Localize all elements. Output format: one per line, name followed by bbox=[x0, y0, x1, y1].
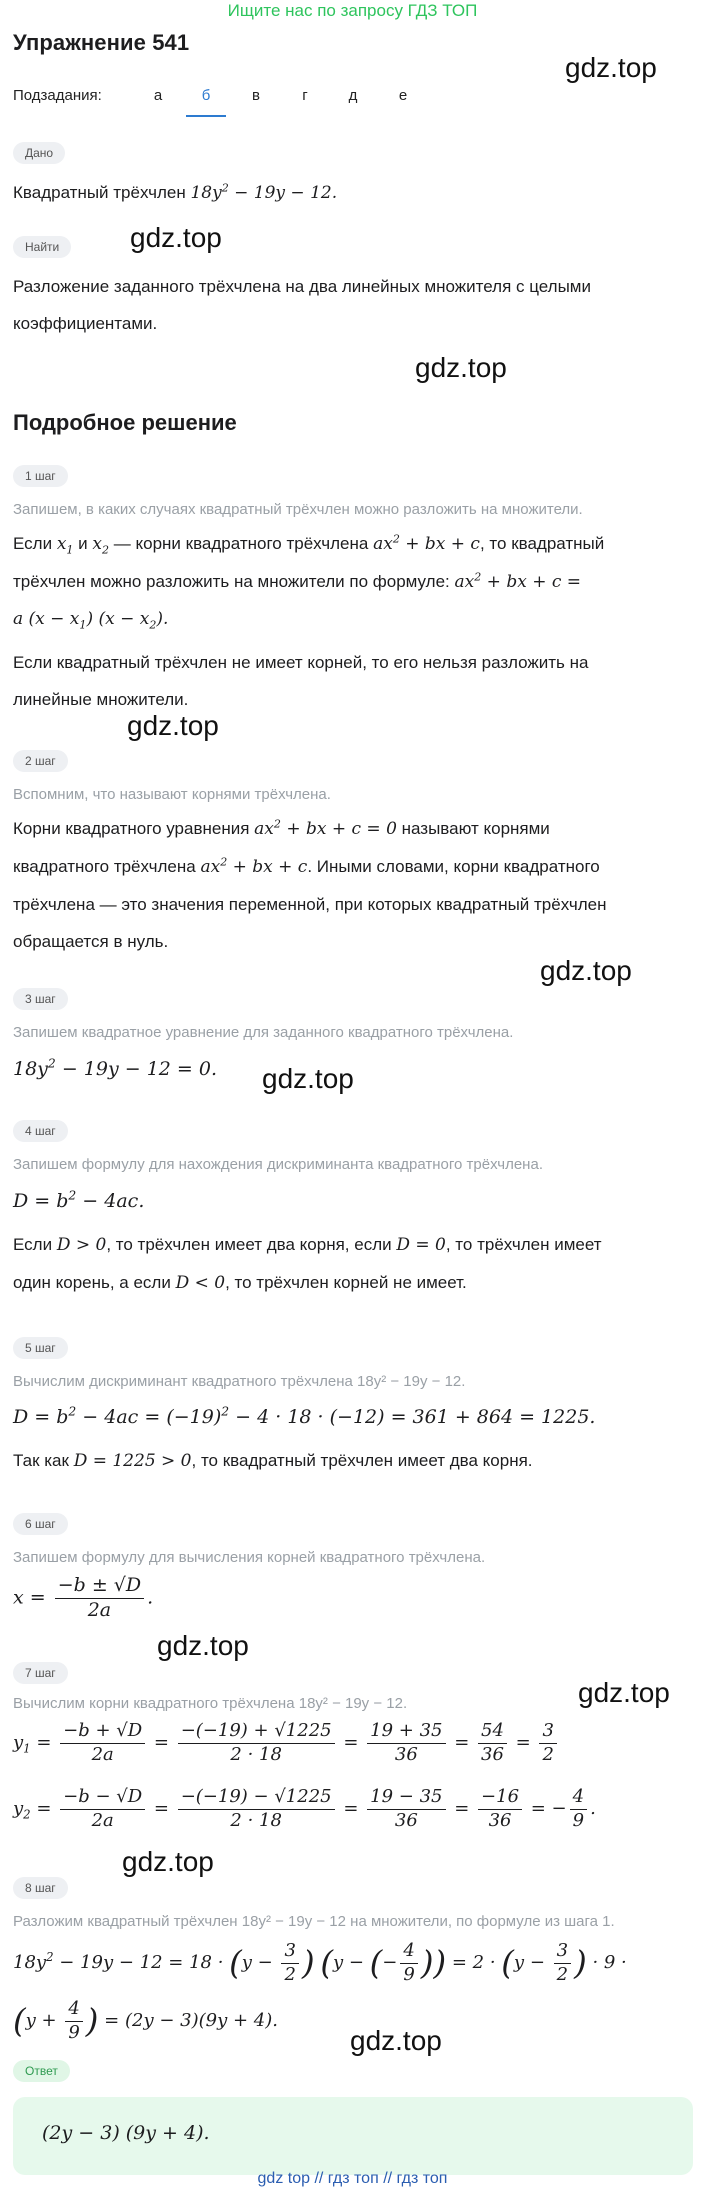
active-tab-indicator bbox=[186, 115, 226, 117]
step-7-root-2: $y_2$ = $\frac{-b - √D}{2a}$ = $\frac{-(-19) - √1225}{2 \cdot 18}$ = $\frac{19 - 35}{36}$ = $\frac{-16}{36}$ = − $\frac{4}{9}$ . bbox=[13, 1786, 596, 1831]
step-8-tag: 8 шаг bbox=[13, 1877, 68, 1899]
find-text: Разложение заданного трёхчлена на два линейных множителя с целыми коэффициентами. bbox=[13, 277, 591, 333]
step-2-hint: Вспомним, что называют корнями трёхчлена. bbox=[13, 786, 331, 803]
step-5-text: Так как D = 1225 > 0, то квадратный трёхчлен имеет два корня. bbox=[13, 1451, 533, 1471]
subtask-tab-e[interactable]: е bbox=[398, 87, 408, 104]
step-5-computation: $D = b^2 - 4ac = (-19)^2 - 4 \cdot 18 \cdot (-12) = 361 + 864 = 1225$. bbox=[13, 1404, 596, 1428]
step-1-hint: Запишем, в каких случаях квадратный трёхчлен можно разложить на множители. bbox=[13, 501, 583, 518]
watermark: gdz.top bbox=[157, 1630, 249, 1661]
step-6-formula: x = $\frac{-b \pm √D}{2a}$ . bbox=[13, 1574, 154, 1621]
watermark: gdz.top bbox=[127, 710, 219, 741]
step-4-text: Если D > 0, то трёхчлен имеет два корня, если D = 0, то трёхчлен имеет один корень, а если D < 0, то трёхчлен корней не имеет. bbox=[13, 1235, 602, 1293]
watermark: gdz.top bbox=[122, 1846, 214, 1877]
step-5-tag: 5 шаг bbox=[13, 1337, 68, 1359]
subtask-tab-v[interactable]: в bbox=[252, 87, 260, 104]
watermark: gdz.top bbox=[565, 52, 657, 83]
step-4-formula: $D = b^2 - 4ac$. bbox=[13, 1188, 145, 1212]
page-title: Упражнение 541 bbox=[13, 30, 190, 55]
step-6-hint: Запишем формулу для вычисления корней квадратного трёхчлена. bbox=[13, 1549, 486, 1566]
step-3-tag: 3 шаг bbox=[13, 988, 68, 1010]
top-banner: Ищите нас по запросу ГДЗ ТОП bbox=[227, 1, 478, 20]
step-5-hint: Вычислим дискриминант квадратного трёхчлена 18y² − 19y − 12. bbox=[13, 1373, 466, 1390]
step-4-tag: 4 шаг bbox=[13, 1120, 68, 1142]
find-tag: Найти bbox=[13, 236, 71, 258]
step-1-text: Если $x_1$ и $x_2$ — корни квадратного трёхчлена $ax^2$ + bx + c, то квадратный трёхчлен можно разложить на множители по формуле: $ax^2$ + bx + c = a $(x - x_1)$ $(x - x_2)$. bbox=[13, 532, 605, 632]
step-8-factorization-2: (y + $\frac{4}{9}$ ) = (2y − 3)(9y + 4). bbox=[13, 1998, 278, 2043]
subtask-tab-g[interactable]: г bbox=[302, 87, 308, 104]
watermark: gdz.top bbox=[540, 955, 632, 986]
step-1-tag: 1 шаг bbox=[13, 465, 68, 487]
answer-tag: Ответ bbox=[13, 2060, 70, 2082]
solution-heading: Подробное решение bbox=[13, 410, 237, 435]
step-2-text: Корни квадратного уравнения $ax^2$ + bx + c = 0 называют корнями квадратного трёхчлена $ax^2$ + bx + c. Иными словами, корни квадратного трёхчлена — это значения переменной, при которых квадратный трёхчлен обращается в нуль. bbox=[13, 817, 607, 951]
step-3-hint: Запишем квадратное уравнение для заданного квадратного трёхчлена. bbox=[13, 1024, 514, 1041]
given-text: Квадратный трёхчлен $18y^2 - 19y - 12$. bbox=[13, 181, 338, 203]
subtask-tab-a[interactable]: а bbox=[153, 87, 163, 104]
step-7-hint: Вычислим корни квадратного трёхчлена 18y² − 19y − 12. bbox=[13, 1695, 408, 1712]
step-7-tag: 7 шаг bbox=[13, 1662, 68, 1684]
step-1-text-2: Если квадратный трёхчлен не имеет корней, то его нельзя разложить на линейные множители. bbox=[13, 653, 589, 709]
watermark: gdz.top bbox=[350, 2025, 442, 2056]
watermark: gdz.top bbox=[578, 1677, 670, 1708]
step-8-factorization-1: $18y^2 - 19y - 12 = 18 \cdot (y$ − $\frac{3}{2}$ ) (y − (− $\frac{4}{9}$ )) = 2 · (y − $\frac{3}{2}$ ) · 9 · bbox=[13, 1940, 627, 1985]
step-6-tag: 6 шаг bbox=[13, 1513, 68, 1535]
footer-links[interactable]: gdz top // гдз топ // гдз топ bbox=[257, 2170, 448, 2187]
step-7-root-1: $y_1$ = $\frac{-b + √D}{2a}$ = $\frac{-(-19) + √1225}{2 \cdot 18}$ = $\frac{19 + 35}{36}$ = $\frac{54}{36}$ = $\frac{3}{2}$ bbox=[13, 1720, 560, 1766]
subtask-tab-b[interactable]: б bbox=[201, 87, 211, 104]
step-4-hint: Запишем формулу для нахождения дискриминанта квадратного трёхчлена. bbox=[13, 1156, 543, 1173]
step-8-hint: Разложим квадратный трёхчлен 18y² − 19y − 12 на множители, по формуле из шага 1. bbox=[13, 1913, 615, 1930]
subtasks-label: Подзадания: bbox=[13, 87, 102, 104]
step-3-equation: $18y^2 - 19y - 12 = 0$. bbox=[13, 1056, 217, 1080]
watermark: gdz.top bbox=[415, 352, 507, 383]
watermark: gdz.top bbox=[262, 1063, 354, 1094]
subtask-tab-d[interactable]: д bbox=[348, 87, 358, 104]
watermark: gdz.top bbox=[130, 222, 222, 253]
answer-expression: (2y − 3) (9y + 4). bbox=[42, 2122, 210, 2144]
step-2-tag: 2 шаг bbox=[13, 750, 68, 772]
given-tag: Дано bbox=[13, 142, 65, 164]
